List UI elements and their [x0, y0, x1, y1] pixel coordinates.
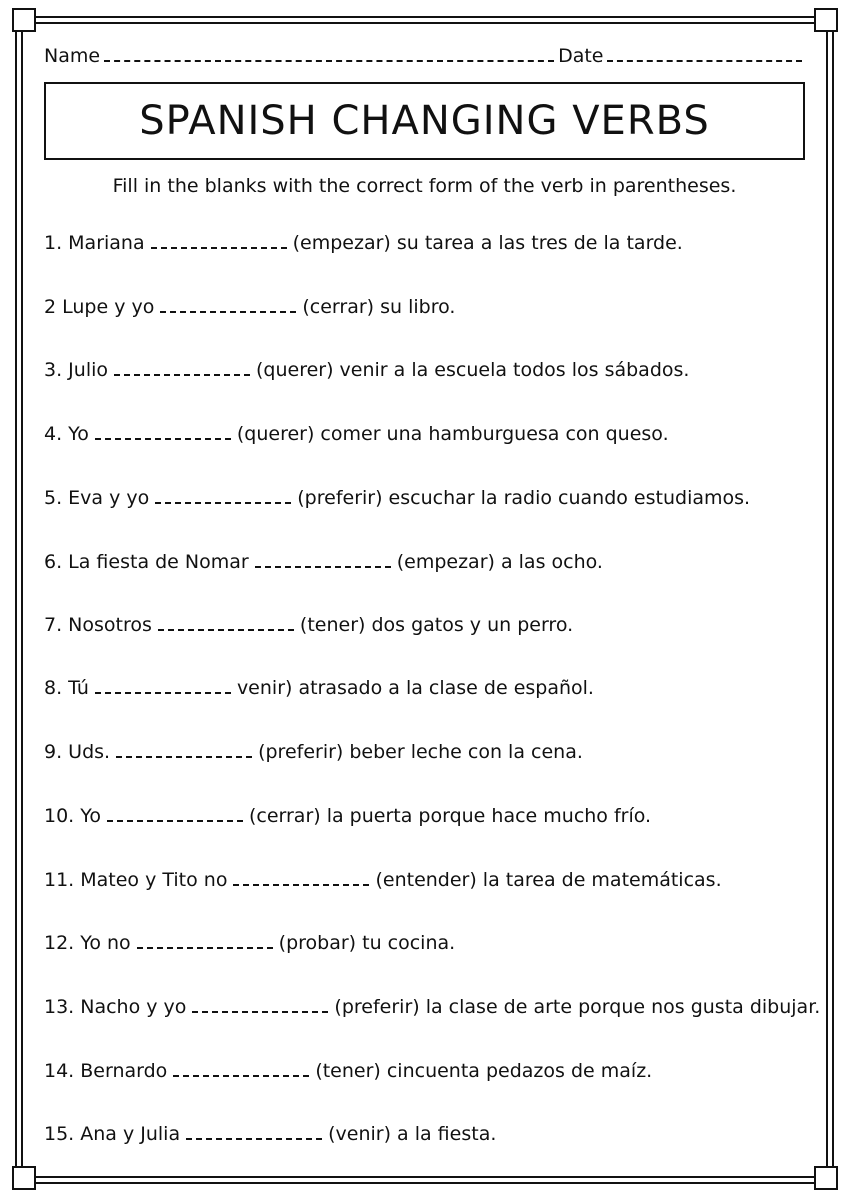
- question-9: [44, 741, 814, 763]
- title-box: [44, 82, 805, 160]
- corner-square-top-left: [12, 8, 36, 32]
- question-prefix: 14. Bernardo: [44, 1060, 168, 1082]
- question-suffix: venir) atrasado a la clase de español.: [236, 677, 594, 699]
- date-label: Date: [558, 45, 604, 67]
- question-5: [44, 487, 814, 509]
- question-prefix: 11. Mateo y Tito no: [44, 869, 228, 891]
- question-prefix: 12. Yo no: [44, 932, 131, 954]
- answer-blank[interactable]: [107, 806, 243, 822]
- answer-blank[interactable]: [114, 360, 250, 376]
- question-suffix: (preferir) la clase de arte porque nos gusta dibujar.: [334, 996, 821, 1018]
- question-prefix: 7. Nosotros: [44, 614, 152, 636]
- answer-blank[interactable]: [233, 870, 369, 886]
- question-suffix: (empezar) su tarea a las tres de la tarde.: [292, 232, 683, 254]
- answer-blank[interactable]: [192, 997, 328, 1013]
- answer-blank[interactable]: [160, 297, 296, 313]
- answer-blank[interactable]: [95, 678, 231, 694]
- question-prefix: 4. Yo: [44, 423, 89, 445]
- question-prefix: 9. Uds.: [44, 741, 111, 763]
- question-suffix: (tener) cincuenta pedazos de maíz.: [315, 1060, 653, 1082]
- question-prefix: 3. Julio: [44, 359, 108, 381]
- question-suffix: (probar) tu cocina.: [278, 932, 456, 954]
- question-prefix: 5. Eva y yo: [44, 487, 150, 509]
- question-suffix: (preferir) beber leche con la cena.: [258, 741, 583, 763]
- answer-blank[interactable]: [173, 1061, 309, 1077]
- answer-blank[interactable]: [95, 424, 231, 440]
- question-12: [44, 932, 814, 954]
- name-date-header: [44, 42, 806, 68]
- question-suffix: (empezar) a las ocho.: [396, 551, 603, 573]
- question-11: [44, 869, 814, 891]
- question-14: [44, 1060, 814, 1082]
- date-field-line[interactable]: [607, 42, 802, 62]
- question-1: [44, 232, 814, 254]
- answer-blank[interactable]: [186, 1124, 322, 1140]
- corner-square-bottom-right: [814, 1166, 838, 1190]
- name-field-line[interactable]: [104, 42, 554, 62]
- question-prefix: 1. Mariana: [44, 232, 145, 254]
- question-suffix: (entender) la tarea de matemáticas.: [375, 869, 722, 891]
- question-prefix: 6. La fiesta de Nomar: [44, 551, 249, 573]
- question-10: [44, 805, 814, 827]
- question-7: [44, 614, 814, 636]
- corner-square-bottom-left: [12, 1166, 36, 1190]
- question-prefix: 10. Yo: [44, 805, 101, 827]
- worksheet-title: SPANISH CHANGING VERBS: [139, 98, 710, 144]
- answer-blank[interactable]: [116, 742, 252, 758]
- question-3: [44, 359, 814, 381]
- question-prefix: 2 Lupe y yo: [44, 296, 155, 318]
- question-prefix: 13. Nacho y yo: [44, 996, 187, 1018]
- answer-blank[interactable]: [158, 615, 294, 631]
- corner-square-top-right: [814, 8, 838, 32]
- answer-blank[interactable]: [155, 488, 291, 504]
- question-prefix: 8. Tú: [44, 677, 89, 699]
- instructions: Fill in the blanks with the correct form of the verb in parentheses.: [112, 175, 737, 197]
- question-8: [44, 677, 814, 699]
- question-suffix: (cerrar) su libro.: [302, 296, 456, 318]
- question-suffix: (querer) venir a la escuela todos los sábados.: [256, 359, 690, 381]
- question-15: [44, 1123, 814, 1145]
- question-suffix: (querer) comer una hamburguesa con queso.: [236, 423, 669, 445]
- question-2: [44, 296, 814, 318]
- question-4: [44, 423, 814, 445]
- question-suffix: (preferir) escuchar la radio cuando estudiamos.: [297, 487, 751, 509]
- question-suffix: (venir) a la fiesta.: [328, 1123, 497, 1145]
- question-6: [44, 551, 814, 573]
- question-suffix: (cerrar) la puerta porque hace mucho frío.: [248, 805, 652, 827]
- question-prefix: 15. Ana y Julia: [44, 1123, 181, 1145]
- answer-blank[interactable]: [137, 933, 273, 949]
- name-label: Name: [44, 45, 101, 67]
- question-suffix: (tener) dos gatos y un perro.: [299, 614, 574, 636]
- answer-blank[interactable]: [255, 552, 391, 568]
- answer-blank[interactable]: [151, 233, 287, 249]
- question-13: [44, 996, 821, 1018]
